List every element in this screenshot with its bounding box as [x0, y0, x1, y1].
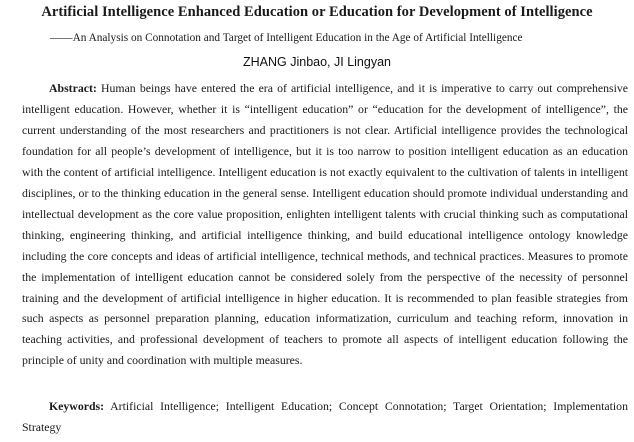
abstract-paragraph: [22, 78, 628, 371]
paper-authors: ZHANG Jinbao, JI Lingyan: [243, 55, 391, 69]
keywords-paragraph: [22, 396, 628, 438]
keywords-text: Artificial Intelligence; Intelligent Education; Concept Connotation; Target Orientation; Implementation Strategy: [22, 399, 628, 434]
keywords-label: Keywords:: [49, 399, 105, 413]
abstract-label: Abstract:: [49, 81, 97, 95]
abstract-text: Human beings have entered the era of artificial intelligence, and it is imperative to carry out comprehensive intelligent education. However, whether it is “intelligent education” or “education for the development of intelligence”, the current understanding of the most researchers and practitioners is not clear. Artificial intelligence provides the technological foundation for all people’s development of intelligence, but it is too narrow to position intelligent education as an education with the content of artificial intelligence. Intelligent education is not exactly equivalent to the cultivation of talents in intelligent disciplines, or to the thinking education in the general sense. Intelligent education should promote individual understanding and intellectual development as the core value proposition, enlighten intelligent talents with crucial thinking such as computational thinking, engineering thinking, and artificial intelligence thinking, and build educational intelligence ontology knowledge including the core concepts and ideas of artificial intelligence, technical methods, and technical practices. Measures to promote the implementation of intelligent education cannot be considered solely from the perspective of the necessity of personnel training and the development of artificial intelligence in higher education. It is recommended to plan feasible strategies from such aspects as personnel preparation planning, education informatization, curriculum and teaching reform, innovation in teaching activities, and professional development of teachers to promote all aspects of intelligent education following the principle of unity and coordination with multiple measures.: [22, 81, 628, 368]
paper-subtitle: ——An Analysis on Connotation and Target of Intelligent Education in the Age of Artificial Intelligence: [50, 32, 523, 44]
paper-title: Artificial Intelligence Enhanced Education or Education for Development of Intelligence: [41, 4, 593, 20]
